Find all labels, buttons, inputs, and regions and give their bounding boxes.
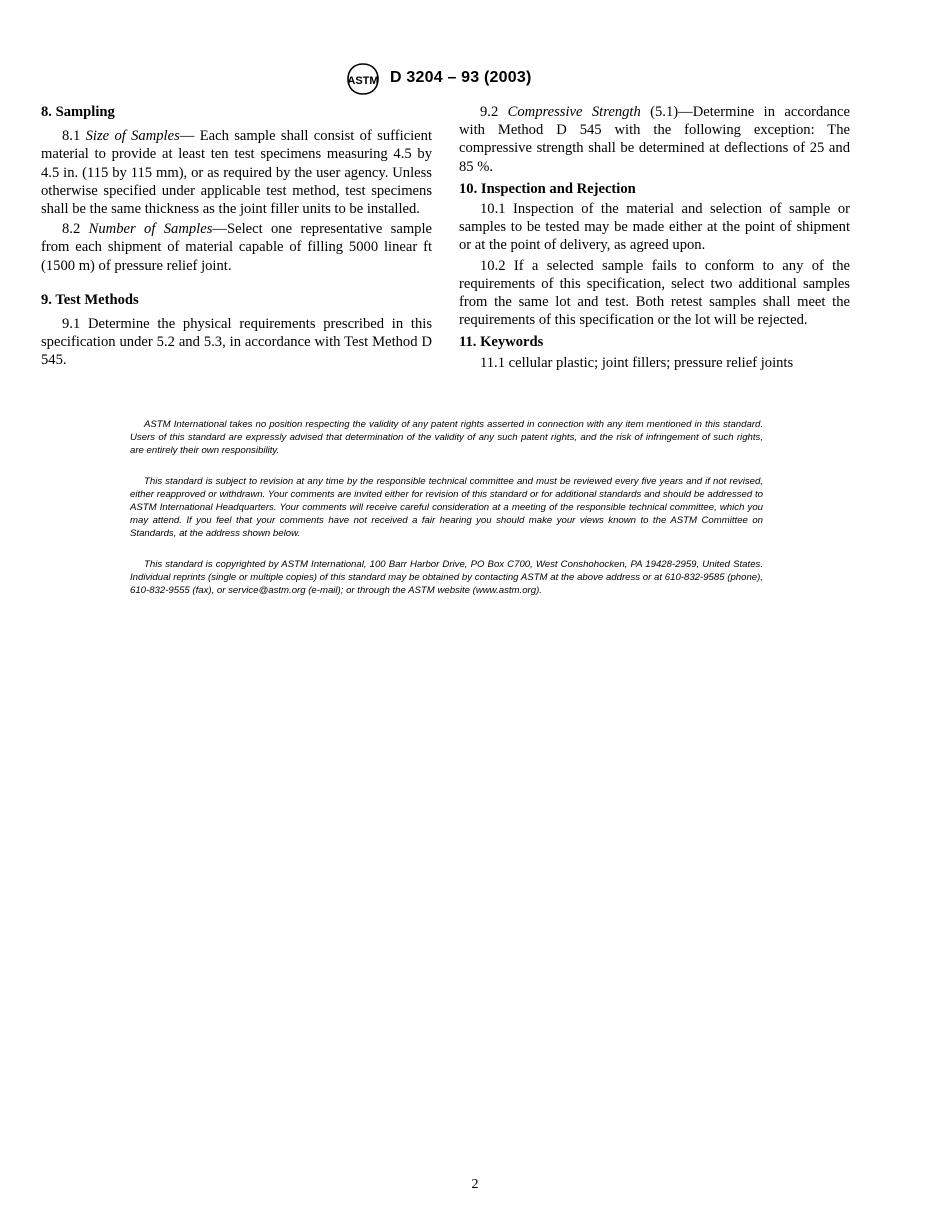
paragraph-text: Inspection of the material and selection of sample or samples to be tested may be made either at the point of shipment or at the point of delivery, as agreed upon. xyxy=(459,201,850,254)
paragraph-11-1 xyxy=(459,354,850,372)
paragraph-number: 11.1 xyxy=(480,354,509,371)
logo-text: ASTM xyxy=(347,75,379,87)
paragraph-10-2 xyxy=(459,257,850,330)
patent-notice: ASTM International takes no position respecting the validity of any patent rights asserted in connection with any item mentioned in this standard. Users of this standard are expressly advised that determination of the validity of any such patent rights, and the risk of infringement of such rights, are entirely their own responsibility. xyxy=(130,419,763,456)
paragraph-8-1 xyxy=(41,127,432,218)
copyright-notice: This standard is copyrighted by ASTM International, 100 Barr Harbor Drive, PO Box C700, West Conshohocken, PA 19428-2959, United States. Individual reprints (single or multiple copies) of this standard may be obtained by contacting ASTM at the above address or at 610-832-9585 (phone), 610-832-9555 (fax), or service@astm.org (e-mail); or through the ASTM website (www.astm.org). xyxy=(130,559,763,596)
paragraph-number: 10.2 xyxy=(480,257,514,274)
page-number: 2 xyxy=(471,1177,479,1192)
section-8-heading: 8. Sampling xyxy=(41,104,115,120)
section-11-heading: 11. Keywords xyxy=(459,334,544,351)
astm-logo xyxy=(345,62,381,96)
paragraph-number: 9.1 xyxy=(62,316,88,333)
left-column xyxy=(41,103,432,372)
document-designation: D 3204 – 93 (2003) xyxy=(390,69,532,86)
paragraph-9-2 xyxy=(459,103,850,176)
page-header xyxy=(0,62,950,96)
paragraph-number: 10.1 xyxy=(480,201,514,218)
right-column xyxy=(459,103,850,374)
paragraph-8-2 xyxy=(41,220,432,275)
paragraph-number: 8.1 xyxy=(62,128,86,145)
revision-notice: This standard is subject to revision at any time by the responsible technical committee and must be reviewed every five years and if not revised, either reapproved or withdrawn. Your comments are invited either for revision of this standard or for additional standards and should be addressed to ASTM International Headquarters. Your comments will receive careful consideration at a meeting of the responsible technical committee, which you may attend. If you feel that your comments have not received a fair hearing you should make your views known to the ASTM Committee on Standards, at the address shown below. xyxy=(130,476,763,539)
section-9-heading: 9. Test Methods xyxy=(41,291,139,308)
paragraph-number: 8.2 xyxy=(62,221,89,238)
legal-notices xyxy=(130,418,763,615)
paragraph-9-1 xyxy=(41,315,432,370)
paragraph-text: Determine the physical requirements prescribed in this specification under 5.2 and 5.3, in accordance with Test Method D 545. xyxy=(41,316,432,369)
paragraph-text: — Each sample shall consist of sufficient material to provide at least ten test specimens measuring 4.5 by 4.5 in. (115 by 115 mm), or as required by the user agency. Unless otherwise specified under applicable test method, test specimens shall be the same thickness as the joint filler units to be installed. xyxy=(41,128,433,218)
paragraph-text: (5.1)—Determine in accordance with Method D 545 with the following exception: The compressive strength shall be determined at deflections of 25 and 85 %. xyxy=(459,104,850,175)
paragraph-title: Number of Samples xyxy=(88,221,213,238)
section-10-heading: 10. Inspection and Rejection xyxy=(459,180,636,197)
paragraph-number: 9.2 xyxy=(480,104,508,120)
paragraph-10-1 xyxy=(459,200,850,255)
paragraph-title: Compressive Strength xyxy=(507,104,641,120)
paragraph-text: —Select one representative sample from each shipment of material capable of filling 5000 linear ft (1500 m) of pressure relief joint. xyxy=(41,221,433,274)
paragraph-text: If a selected sample fails to conform to any of the requirements of this specification, select two additional samples from the same lot and test. Both retest samples shall meet the requirements of this specification or the lot will be rejected. xyxy=(459,257,851,329)
paragraph-text: cellular plastic; joint fillers; pressure relief joints xyxy=(508,354,794,371)
paragraph-title: Size of Samples xyxy=(85,128,180,145)
